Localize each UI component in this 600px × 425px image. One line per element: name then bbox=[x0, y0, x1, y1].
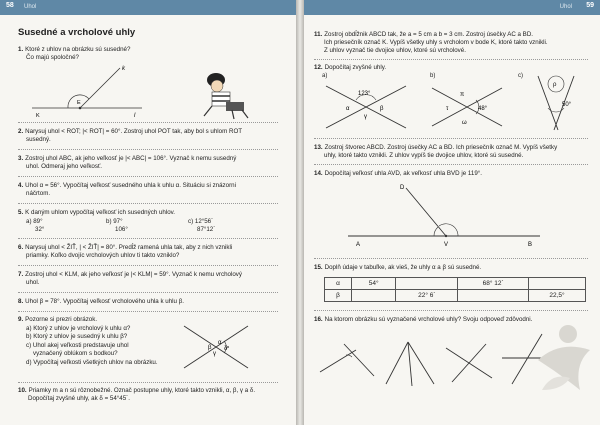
task12a-angle: 123° bbox=[358, 91, 371, 97]
label-l: l bbox=[134, 113, 136, 119]
task-14 bbox=[314, 170, 590, 178]
table-head-cell: α bbox=[325, 278, 352, 290]
task-15 bbox=[314, 264, 590, 272]
task-text: Uhol α = 56°. Vypočítaj veľkosť susedného uhla k uhlu α. Situáciu si znázorni bbox=[25, 182, 236, 189]
label-D: D bbox=[400, 185, 405, 191]
task9-figure bbox=[180, 322, 254, 372]
task-number: 4. bbox=[18, 182, 24, 189]
task-text: Narysuj uhol < ŽIŤ, | < ŽIŤ| = 80°. Predĺž ramená uhla tak, aby z nich vznikli bbox=[25, 244, 233, 251]
task-text: Dopočítaj veľkosť uhla AVD, ak veľkosť uhla BVD je 119°. bbox=[324, 170, 482, 177]
task-text: Dopočítaj zvyšné uhly. bbox=[324, 64, 387, 71]
task5-a: a) 89° 32° bbox=[26, 218, 45, 233]
task12-figure-c bbox=[520, 72, 586, 134]
task1-angle-figure bbox=[30, 60, 150, 122]
label-k: k bbox=[122, 66, 125, 72]
label-K: K bbox=[36, 113, 40, 119]
pirate-trousers bbox=[226, 102, 244, 111]
task1-ray-k bbox=[80, 68, 120, 108]
label-gamma: γ bbox=[213, 351, 216, 357]
book-gutter bbox=[296, 0, 304, 425]
task12a-alpha: α bbox=[346, 106, 350, 112]
task-text: Zostroj uhol < KLM, ak jeho veľkosť je |< KLM| = 59°. Vyznač k nemu vrcholový bbox=[25, 271, 242, 278]
task-text: Na ktorom obrázku sú vyznačené vrcholové uhly? Svoju odpoveď zdôvodni. bbox=[324, 316, 533, 323]
section-title: Susedné a vrcholové uhly bbox=[18, 27, 136, 38]
task12b-omega: ω bbox=[462, 120, 467, 126]
task-number: 3. bbox=[18, 155, 24, 162]
task-6 bbox=[18, 244, 280, 260]
task-4 bbox=[18, 182, 280, 198]
task16-figures bbox=[316, 328, 556, 394]
table-cell[interactable]: 54° bbox=[352, 278, 396, 290]
task12c-angle: 50° bbox=[562, 102, 572, 108]
right-running-head: Uhol bbox=[559, 4, 572, 10]
task-text-2: náčrtom. bbox=[26, 190, 51, 197]
task12b-angle: 48° bbox=[478, 106, 488, 112]
task12a-gamma: γ bbox=[364, 114, 367, 120]
task5-c: c) 12°56´ 87°12´ bbox=[188, 218, 216, 233]
task12-figure-b bbox=[428, 80, 508, 134]
task-text: Pozorne si prezri obrázok. bbox=[25, 316, 98, 323]
task-text: K daným uhlom vypočítaj veľkosť ich susedných uhlov. bbox=[25, 209, 176, 216]
task-number: 14. bbox=[314, 170, 323, 177]
task-number: 11. bbox=[314, 31, 323, 38]
task12b-pi: π bbox=[460, 92, 465, 98]
task-text-2: priamky. Koľko dvojíc vrcholových uhlov ti takto vzniklo? bbox=[26, 252, 180, 259]
table-cell[interactable]: 22° 6´ bbox=[396, 290, 458, 302]
task12a-beta: β bbox=[380, 106, 384, 112]
task-number: 12. bbox=[314, 64, 323, 71]
task5-b: b) 97° 106° bbox=[106, 218, 128, 233]
label-A: A bbox=[356, 242, 361, 248]
task-number: 13. bbox=[314, 144, 323, 151]
label-V: V bbox=[444, 242, 449, 248]
task-8 bbox=[18, 298, 280, 306]
task-12 bbox=[314, 64, 386, 72]
task-number: 6. bbox=[18, 244, 24, 251]
task12b-tau: τ bbox=[446, 106, 449, 112]
task-text-2: Ich priesečník označ K. Vypíš všetky uhly s vrcholom v bode K, ktoré takto vznikli. bbox=[324, 39, 548, 46]
task-10 bbox=[18, 387, 280, 403]
task-text: Uhol β = 78°. Vypočítaj veľkosť vrcholového uhla k uhlu β. bbox=[25, 298, 184, 305]
task-11 bbox=[314, 31, 588, 55]
task-number: 5. bbox=[18, 209, 24, 216]
label-delta: δ bbox=[224, 346, 228, 352]
task12-figure-a bbox=[322, 80, 412, 134]
task-number: 16. bbox=[314, 316, 323, 323]
label-alpha: α bbox=[218, 340, 222, 346]
table-row bbox=[325, 290, 586, 302]
left-page bbox=[0, 0, 296, 425]
task12-b-label: b) bbox=[430, 73, 436, 79]
task-5 bbox=[18, 209, 280, 217]
task-text-2: uhly, ktoré takto vznikli. Z uhlov vypíš tie dvojice uhlov, ktoré sú susedné. bbox=[324, 152, 524, 159]
task-text: Priamky m a n sú rôznobežné. Označ postupne uhly, ktoré takto vznikli, α, β, γ a δ. bbox=[28, 387, 256, 394]
table-cell[interactable]: 22,5° bbox=[528, 290, 585, 302]
left-page-number: 58 bbox=[6, 2, 14, 9]
task-2 bbox=[18, 128, 280, 144]
task-9 bbox=[18, 316, 198, 324]
table-cell[interactable] bbox=[528, 278, 585, 290]
task-text: Narysuj uhol < ROT; |< ROT| = 60°. Zostroj uhol POT tak, aby bol s uhlom ROT bbox=[25, 128, 243, 135]
task12-a-label: a) bbox=[322, 73, 328, 79]
table-head-cell: β bbox=[325, 290, 352, 302]
pirate-illustration bbox=[196, 66, 256, 122]
task16-figure-3 bbox=[446, 344, 492, 382]
task-text: Zostroj uhol ABC, ak jeho veľkosť je |< ABC| = 106°. Vyznač k nemu susedný bbox=[25, 155, 237, 162]
label-e: E bbox=[77, 100, 81, 106]
task1-vertex bbox=[79, 107, 82, 110]
table-cell[interactable] bbox=[396, 278, 458, 290]
task-text: Ktoré z uhlov na obrázku sú susedné? bbox=[25, 46, 131, 53]
task-text: Zostroj štvorec ABCD. Zostroj úsečky AC a BD. Ich priesečník označ M. Vypíš všetky bbox=[324, 144, 558, 151]
task-text: Zostroj obdĺžnik ABCD tak, že a = 5 cm a b = 3 cm. Zostroj úsečky AC a BD. bbox=[324, 31, 534, 38]
task-text-2: uhol. bbox=[26, 279, 40, 286]
task-text-2: Čo majú spoločné? bbox=[26, 54, 79, 61]
task14-figure bbox=[340, 180, 550, 252]
task-number: 9. bbox=[18, 316, 24, 323]
table-cell[interactable]: 68° 12´ bbox=[458, 278, 529, 290]
task-13 bbox=[314, 144, 590, 160]
right-page-number: 59 bbox=[586, 2, 594, 9]
publisher-logo bbox=[530, 320, 596, 398]
task-number: 15. bbox=[314, 264, 323, 271]
task9-items: a) Ktorý z uhlov je vrcholový k uhlu α? b) Ktorý z uhlov je susedný k uhlu β? c) Uhol akej veľkosti predstavuje uhol vyznačený oblúkom s bodkou? d) Vypočítaj veľkosti všetkých uhlov na obrázku. bbox=[26, 325, 158, 366]
task-text-2: susedný. bbox=[26, 136, 51, 143]
task-text-2: Dopočítaj zvyšné uhly, ak δ = 54°45´. bbox=[28, 395, 130, 402]
right-page bbox=[304, 0, 600, 425]
left-header-bar bbox=[0, 0, 296, 15]
label-beta: β bbox=[208, 345, 212, 351]
table-cell[interactable] bbox=[458, 290, 529, 302]
task16-figure-1 bbox=[320, 344, 374, 376]
left-running-head: Uhol bbox=[24, 4, 37, 10]
right-header-bar bbox=[304, 0, 600, 15]
label-B: B bbox=[528, 242, 533, 248]
pirate-head bbox=[211, 80, 223, 92]
table-cell[interactable] bbox=[352, 290, 396, 302]
task-number: 1. bbox=[18, 46, 24, 53]
task-3 bbox=[18, 155, 280, 171]
task-text: Doplň údaje v tabuľke, ak vieš, že uhly α a β sú susedné. bbox=[324, 264, 482, 271]
task12c-rho: ρ bbox=[553, 82, 557, 88]
table-row bbox=[325, 278, 586, 290]
task15-table bbox=[324, 277, 586, 302]
task-number: 8. bbox=[18, 298, 24, 305]
task-7 bbox=[18, 271, 280, 287]
task16-figure-2 bbox=[386, 342, 434, 386]
task-number: 10. bbox=[18, 387, 27, 394]
task-text-2: uhol. Odmeraj jeho veľkosť. bbox=[26, 163, 103, 170]
task-number: 7. bbox=[18, 271, 24, 278]
task12-c-label: c) bbox=[518, 73, 523, 79]
task-text-3: Z uhlov vyznač tie dvojice uhlov, ktoré sú vrcholové. bbox=[324, 47, 466, 54]
task-number: 2. bbox=[18, 128, 24, 135]
